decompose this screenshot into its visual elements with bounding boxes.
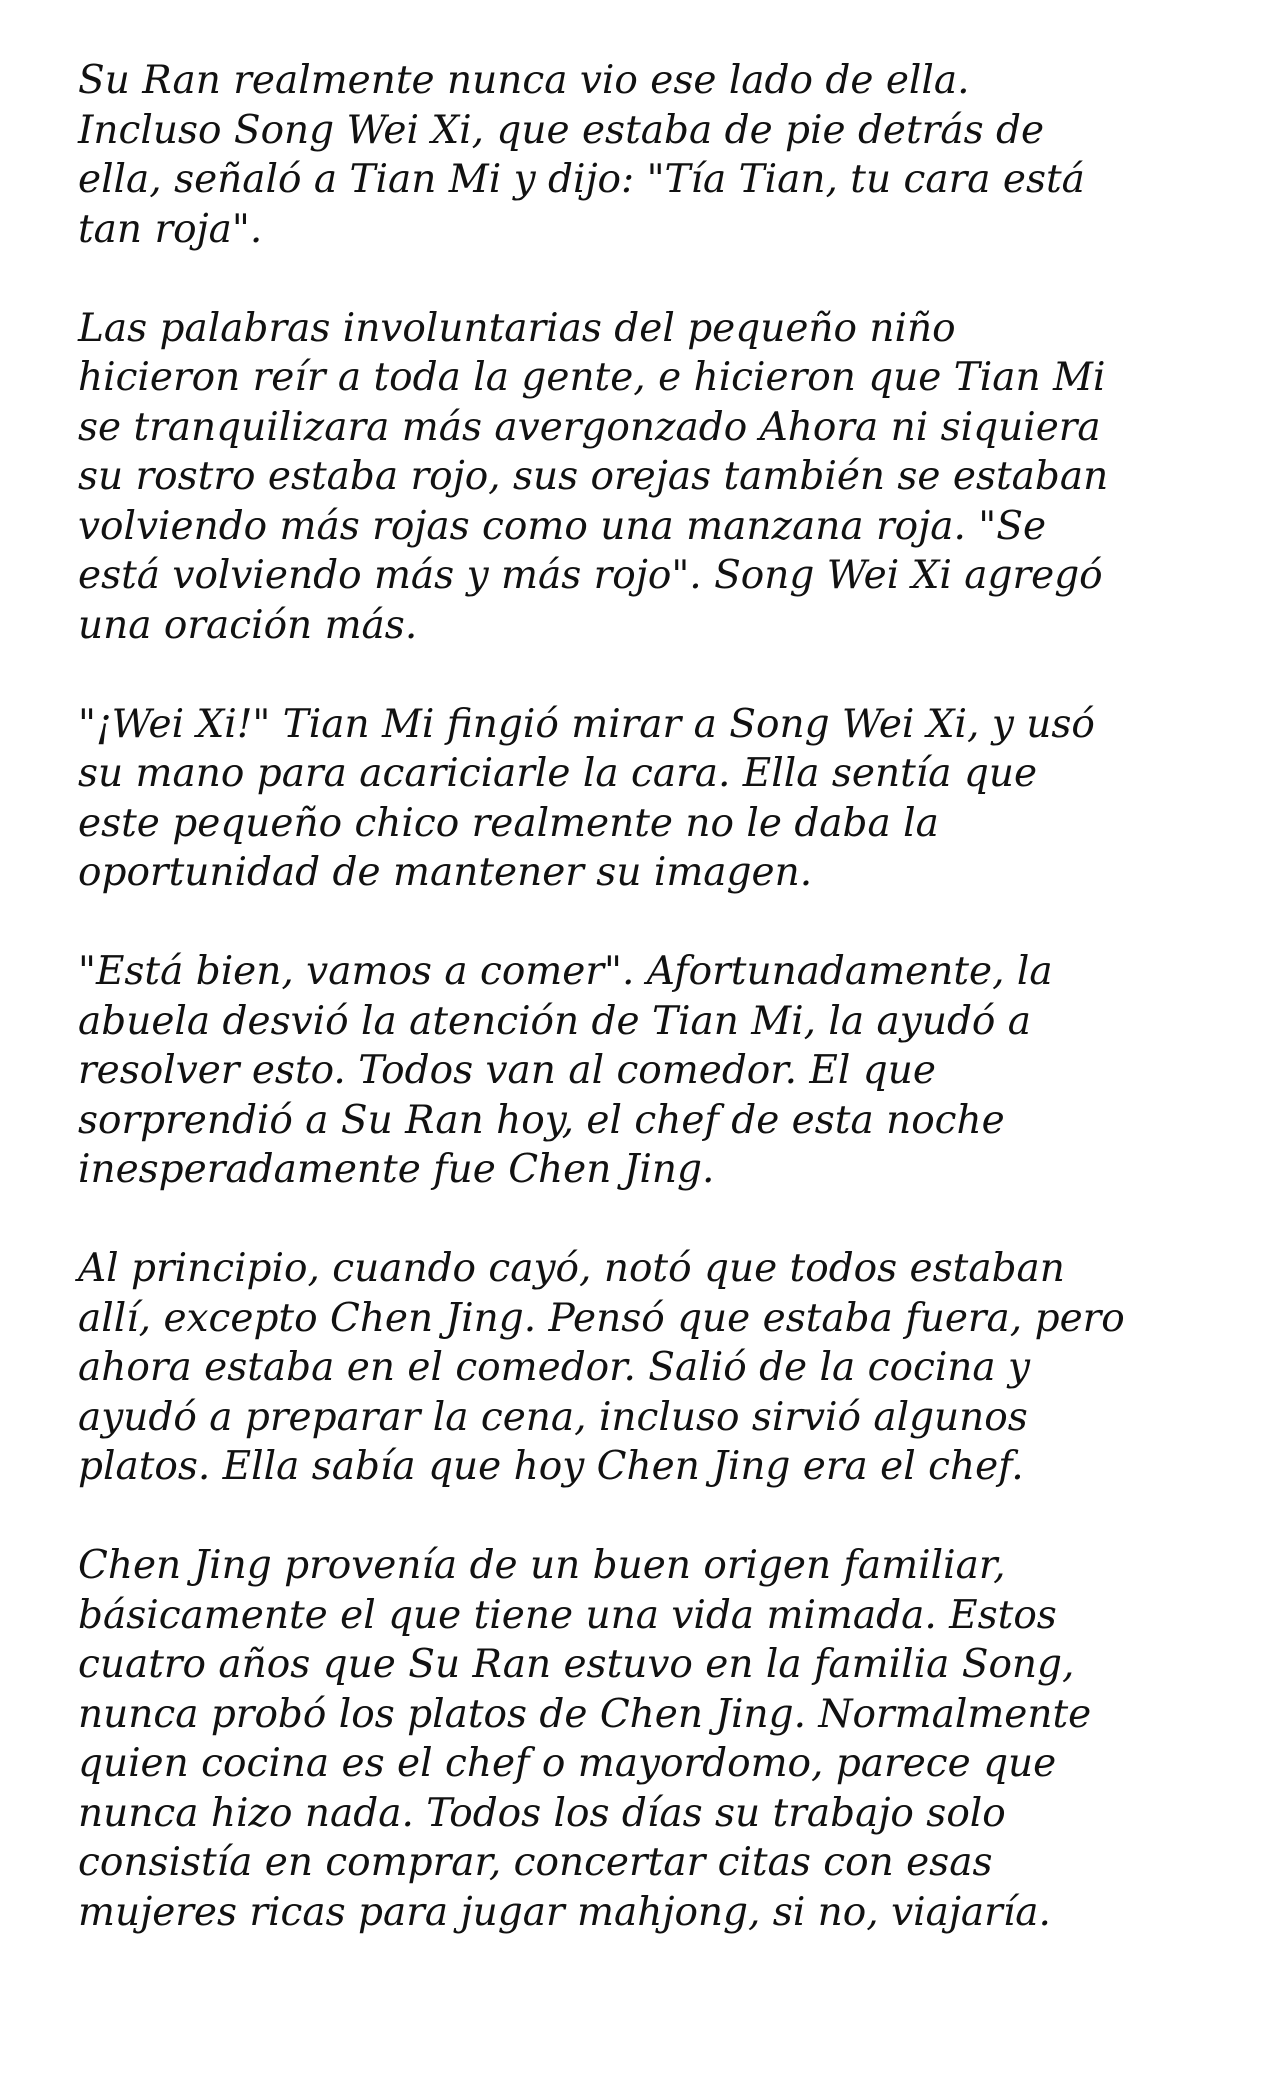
paragraph-2 <box>78 304 1208 651</box>
text-line: se tranquilizara más avergonzado Ahora ni siquiera <box>78 404 1101 450</box>
text-line: Las palabras involuntarias del pequeño niño <box>78 305 956 351</box>
text-line: oportunidad de mantener su imagen. <box>78 850 813 895</box>
text-line: volviendo más rojas como una manzana roja. "Se <box>78 503 1047 549</box>
text-line: una oración más. <box>78 602 418 648</box>
text-line: nunca probó los platos de Chen Jing. Normalmente <box>78 1691 1092 1737</box>
text-line: platos. Ella sabía que hoy Chen Jing era el chef. <box>78 1444 1024 1489</box>
text-line: nunca hizo nada. Todos los días su trabajo solo <box>78 1790 1006 1836</box>
paragraph-3 <box>78 700 1208 898</box>
text-line: está volviendo más y más rojo". Song Wei Xi agregó <box>78 553 1103 598</box>
text-line: su rostro estaba rojo, sus orejas también se estaban <box>78 454 1109 499</box>
text-line: inesperadamente fue Chen Jing. <box>78 1147 715 1192</box>
text-line: "¡Wei Xi!" Tian Mi fingió mirar a Song Wei Xi, y usó <box>78 701 1095 747</box>
paragraph-5 <box>78 1244 1208 1492</box>
text-line: Al principio, cuando cayó, notó que todos estaban <box>78 1246 1065 1291</box>
text-line: ahora estaba en el comedor. Salió de la cocina y <box>78 1345 1031 1390</box>
text-line: ella, señaló a Tian Mi y dijo: "Tía Tian, tu cara está <box>78 157 1085 202</box>
paragraph-1 <box>78 56 1208 254</box>
text-line: tan roja". <box>78 206 263 252</box>
text-line: hicieron reír a toda la gente, e hicieron que Tian Mi <box>78 355 1106 400</box>
text-line: resolver esto. Todos van al comedor. El que <box>78 1048 936 1093</box>
text-line: "Está bien, vamos a comer". Afortunadamente, la <box>78 949 1053 994</box>
text-line: sorprendió a Su Ran hoy, el chef de esta noche <box>78 1097 1005 1143</box>
paragraph-4 <box>78 947 1208 1195</box>
text-line: cuatro años que Su Ran estuvo en la familia Song, <box>78 1642 1075 1687</box>
text-line: allí, excepto Chen Jing. Pensó que estaba fuera, pero <box>78 1295 1125 1341</box>
text-line: Chen Jing provenía de un buen origen familiar, <box>78 1543 1006 1588</box>
text-line: este pequeño chico realmente no le daba la <box>78 800 939 846</box>
text-line: quien cocina es el chef o mayordomo, parece que <box>78 1741 1057 1786</box>
document-page <box>78 56 1208 1987</box>
text-line: Su Ran realmente nunca vio ese lado de ella. <box>78 58 970 103</box>
text-line: básicamente el que tiene una vida mimada. Estos <box>78 1592 1057 1638</box>
text-line: ayudó a preparar la cena, incluso sirvió algunos <box>78 1394 1028 1440</box>
text-line: abuela desvió la atención de Tian Mi, la ayudó a <box>78 998 1032 1044</box>
text-line: mujeres ricas para jugar mahjong, si no, viajaría. <box>78 1889 1051 1935</box>
paragraph-6 <box>78 1541 1208 1937</box>
text-line: su mano para acariciarle la cara. Ella sentía que <box>78 751 1038 796</box>
text-line: Incluso Song Wei Xi, que estaba de pie detrás de <box>78 107 1045 153</box>
text-line: consistía en comprar, concertar citas con esas <box>78 1840 993 1885</box>
